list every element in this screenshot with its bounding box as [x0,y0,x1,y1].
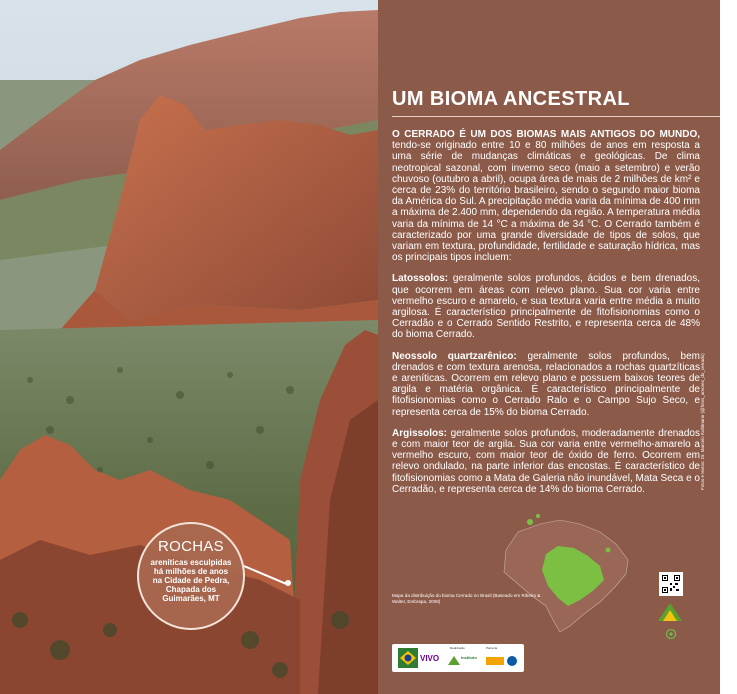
parceria-icon [486,655,520,667]
instituto-name: Instituto [461,655,477,660]
cerrado-patch [527,519,533,525]
photo-credit: Fotos e textos: Dr. Marcelo Kuhlmann (@fotos_arvores_do_cerrado) [700,353,705,490]
parceria-logo [486,654,520,674]
soil-name: Neossolo quartzarênico: [392,350,517,362]
soil-text: geralmente solos profundos, moderadamente drenados e com maior teor de argila. Sua cor varia entre vermelho-amarelo a vermelho escuro, com maior teor de óxido de ferro. Ocorrem em relevo ondulado, na parte inferior das encostas. É característico de fitofisionomias como a Mata de Galeria não inundável, Mata Seca e o Cerradão, e representa cerca de 14% do bioma Cerrado. [392,427,700,495]
intro-body: tendo-se originado entre 10 e 80 milhões de anos em resposta a uma série de mudanças climáticas e geológicas. De clima neotropical sazonal, com inverno seco (maio a setembro) e verão chuvoso (outubro a abril), ocupa área de mais de 2 milhões de km² e cerca de 23% do território brasileiro, sendo o segundo maior bioma da América do Sul. A precipitação média varia da mínima de 400 mm a máxima de 2.400 mm, dependendo da região. A temperatura média varia da mínima de 14 °C a máxima de 34 °C. O Cerrado também é caracterizado por uma grande diversidade de tipos de solos, que variam em textura, profundidade, fertilidade e saturação hídrica, mas os principais tipos incluem: [392,140,700,264]
soil-name: Argissolos: [392,427,448,439]
intro-paragraph [392,129,700,263]
panel-title: UM BIOMA ANCESTRAL [392,88,630,110]
cerrado-patch [606,548,611,553]
soil-paragraph-latossolos [392,273,700,340]
callout-title: ROCHAS [158,538,224,555]
flag-icon [398,648,418,668]
instituto-logo [448,652,480,672]
soil-name: Latossolos: [392,273,449,285]
realizacao-label: Realização [450,646,465,650]
parceria-label: Parceria [486,646,498,650]
circle-seal-icon [666,629,676,639]
soil-paragraph-neossolo [392,351,700,418]
soil-text: geralmente solos profundos, bem drenados e com textura arenosa, relacionados a rochas quartzíticas e areníticas. Ocorrem em relevo plano e possuem baixos teores de argila e matéria orgânica. É característico principalmente de fitofisionomias como o Cerrado Ralo e o Campo Sujo Seco, e representa cerca de 15% do bioma Cerrado. [392,350,700,418]
rochas-callout [137,522,245,630]
map-caption: Mapa da distribuição do bioma Cerrado no Brasil (Baseado em Ribeiro & Walter, Embrapa, 2008) [392,593,541,604]
mountain-logo-icon [658,601,682,623]
flag-logo [398,648,418,668]
cerrado-distribution-map [488,510,648,635]
soil-text: geralmente solos profundos, ácidos e bem drenados, que ocorrem em áreas com relevo plano. Sua cor varia entre vermelho escuro e amarelo, e sua textura varia entre média a muito argilosa. É característico principalmente de fitofisionomias como o Cerradão e o Cerrado Sentido Restrito, e representa cerca de 48% do bioma Cerrado. [392,273,700,341]
vivo-logo: VIVO [420,654,440,663]
right-margin [720,0,737,694]
callout-text: areníticas esculpidas há milhões de anos na Cidade de Pedra, Chapada dos Guimarães, MT [150,558,232,603]
cerrado-patch [536,514,540,518]
title-rule [392,116,720,117]
soil-paragraph-argissolos [392,428,700,495]
mountain-icon [448,656,460,665]
callout-pointer-dot [285,580,291,586]
intro-lead: O CERRADO É UM DOS BIOMAS MAIS ANTIGOS DO MUNDO, [392,129,700,140]
text-panel [378,0,720,694]
sponsor-logos [392,644,524,672]
qr-code[interactable] [659,572,683,596]
panel-body [392,129,700,505]
